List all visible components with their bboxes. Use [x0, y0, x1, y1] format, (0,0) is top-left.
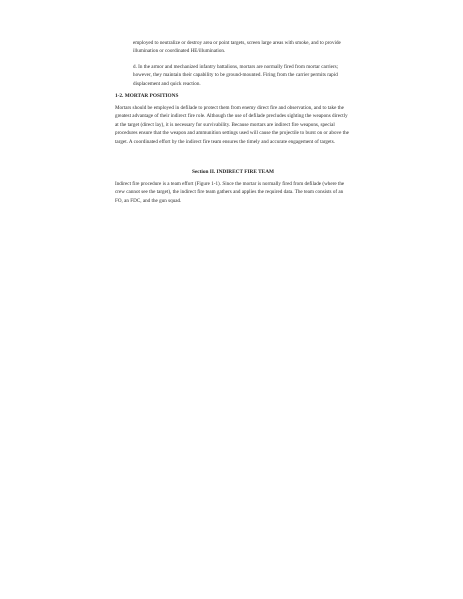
mortar-positions-paragraph: Mortars should be employed in defilade to protect them from enemy direct fire and observation, and to take the greatest advantage of their indirect fire role. Although the use of defilade precludes sighting the weapons directly at the target (direct lay), it is necessary for survivability. Because mortars are indirect fire weapons, special procedures ensure that the weapon and ammunition settings used will cause the projectile to burst on or above the target. A coordinated effort by the indirect fire team ensures the timely and accurate engagement of targets. [115, 105, 349, 145]
mortar-positions-heading: 1-2. MORTAR POSITIONS [115, 93, 179, 99]
section-heading: Section II. INDIRECT FIRE TEAM [191, 169, 275, 175]
continuation-paragraph: employed to neutralize or destroy area or point targets, screen large areas with smoke, and to provide illumination or coordinated HE/illumination. [133, 40, 341, 55]
indirect-fire-team-paragraph: Indirect fire procedure is a team effort (Figure 1-1). Since the mortar is normally fired from defilade (where the crew cannot see the target), the indirect fire team gathers and applies the required data. The team consists of an FO, an FDC, and the gun squad. [115, 181, 345, 204]
paragraph-d: d. In the armor and mechanized infantry battalions, mortars are normally fired from mortar carriers; however, they maintain their capability to be ground-mounted. Firing from the carrier permits rapid displacement and quick reaction. [133, 64, 339, 87]
